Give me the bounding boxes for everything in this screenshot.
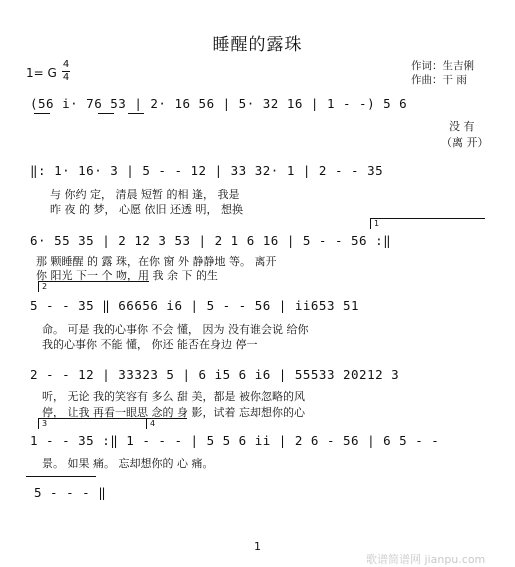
staff-row-7: 5 - - - ‖ [34,485,107,500]
volta-2-label: 2 [42,282,48,291]
lyric-row-3-a: 那 颗睡醒 的 露 珠，在你 窗 外 静静地 等。 离开 [36,255,277,268]
page-number: 1 [254,540,261,553]
lyric-row-2-a: 与 你约 定， 清晨 短暂 的相 逢， 我是 [50,188,240,201]
key-signature: 1= G [26,66,57,80]
staff-row-3: 6· 55 35 | 2 12 3 53 | 2 1 6 16 | 5 - - 56 :‖ [30,233,392,248]
staff-row-5: 2 - - 12 | 33323 5 | 6 i5 6 i6 | 55533 20212 3 [30,367,400,382]
staff-row-2: ‖: 1· 16· 3 | 5 - - 12 | 33 32· 1 | 2 - - 35 [30,163,384,178]
lyricist-credit: 作词：生吉俐 [411,60,474,72]
staff-row-1: (56 i· 76 53 | 2· 16 56 | 5· 32 16 | 1 - -) 5 6 [30,96,408,111]
staff-row-6: 1 - - 35 :‖ 1 - - - | 5 5 6 ii | 2 6 - 56 | 6 5 - - [30,433,440,448]
lyric-row-3-b: 你 阳光 下一 个 吻，用 我 余 下 的生 [36,269,218,282]
lyric-row-2-b: 昨 夜 的 梦， 心愿 依旧 还透 明， 想换 [50,203,243,216]
time-signature: 4 4 [62,59,70,83]
lyric-row-6-a: 景。 如果 痛。 忘却想你的 心 痛。 [42,457,214,470]
lyric-row-5-b: 停， 让我 再看一眼思 念的 身 影，试着 忘却想你的心 [42,406,305,419]
volta-4-label: 4 [150,419,156,428]
lyric-row-1-a: 没 有 [449,120,475,133]
lyric-row-1-b: （离 开） [441,136,489,149]
composer-credit: 作曲：干 雨 [411,74,467,86]
site-watermark: 歌谱简谱网 jianpu.com [366,553,486,566]
lyric-row-4-b: 我的心事你 不能 懂， 你还 能否在身边 停一 [42,338,258,351]
lyric-row-5-a: 听， 无论 我的笑容有 多么 甜 美，都是 被你忽略的风 [42,390,305,403]
volta-1-label: 1 [374,219,380,228]
lyric-row-4-a: 命。 可是 我的心事你 不会 懂， 因为 没有谁会说 给你 [42,323,309,336]
song-title: 睡醒的露珠 [212,35,303,55]
staff-row-4: 5 - - 35 ‖ 66656 i6 | 5 - - 56 | ii653 51 [30,298,360,313]
volta-3-label: 3 [42,419,48,428]
